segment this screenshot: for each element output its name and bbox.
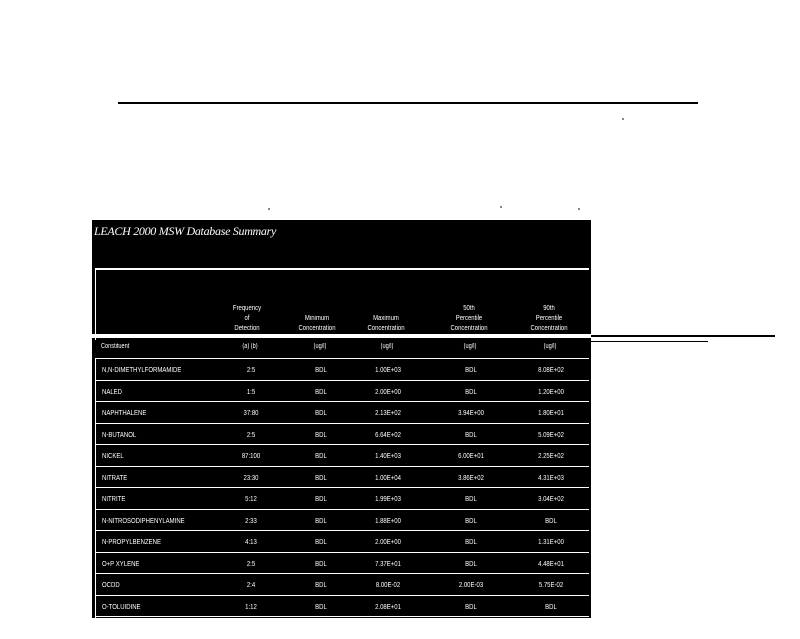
right-rule — [590, 335, 775, 337]
table-row — [95, 510, 589, 532]
p90-cell: 8.82E+01 — [538, 623, 564, 632]
header-text: Percentile — [455, 315, 483, 322]
minimum-cell: BDL — [315, 537, 327, 546]
minimum-cell: BDL — [315, 515, 327, 525]
p90-cell: BDL — [545, 601, 557, 611]
table-row — [95, 531, 589, 553]
top-rule — [118, 102, 698, 104]
header-text: Maximum — [373, 315, 399, 322]
frequency-cell: 2:5 — [246, 365, 256, 374]
p90-cell: 1.31E+00 — [538, 537, 564, 546]
p90-cell: 8.08E+02 — [538, 365, 564, 374]
unit-label: (ug/l) — [463, 343, 477, 350]
table-row — [95, 574, 589, 596]
minimum-cell: BDL — [315, 472, 327, 482]
p50-cell: BDL — [465, 515, 477, 525]
p90-cell: 5.75E-02 — [538, 580, 564, 589]
table-row — [95, 553, 589, 575]
constituent-cell: O-TOLUIDINE — [102, 601, 141, 611]
header-text: Concentration — [530, 325, 568, 332]
header-text: of — [244, 315, 250, 322]
constituent-cell: NITRITE — [102, 494, 126, 503]
scan-speck — [578, 208, 580, 210]
constituent-cell: O+P XYLENE — [102, 558, 140, 568]
header-text: Concentration — [298, 325, 336, 332]
frequency-cell: 29:34 — [243, 623, 259, 632]
constituent-cell: N,N-DIMETHYLFORMAMIDE — [102, 365, 182, 374]
frequency-cell: 37:80 — [243, 408, 259, 417]
unit-label: (ug/l) — [380, 343, 394, 350]
minimum-cell: BDL — [315, 558, 327, 568]
right-rule-secondary — [590, 341, 708, 342]
constituent-cell: N-NITROSODIPHENYLAMINE — [102, 515, 185, 525]
minimum-cell: BDL — [315, 408, 327, 417]
header-text: Percentile — [535, 315, 563, 322]
table-title: LEACH 2000 MSW Database Summary — [94, 224, 277, 238]
table-row — [95, 596, 589, 618]
maximum-cell: 1.00E+03 — [375, 365, 401, 374]
minimum-cell: BDL — [315, 365, 327, 374]
scan-speck — [268, 208, 270, 210]
constituent-cell: N-PROPYLBENZENE — [102, 537, 162, 546]
p50-cell: BDL — [465, 537, 477, 546]
maximum-cell: 2.00E+00 — [375, 386, 401, 396]
frequency-cell: 2:5 — [246, 429, 256, 439]
table-row — [95, 358, 589, 381]
maximum-cell: 7.37E+01 — [375, 558, 401, 568]
frequency-cell: 5:12 — [245, 494, 257, 503]
header-50th — [440, 304, 498, 334]
minimum-cell: BDL — [315, 494, 327, 503]
header-text: Frequency — [232, 305, 262, 312]
table-body — [95, 358, 589, 639]
frequency-cell: 2:5 — [246, 558, 256, 568]
maximum-cell: 1.00E+04 — [375, 472, 401, 482]
frequency-cell: 2:4 — [246, 580, 256, 589]
table-row — [95, 617, 589, 639]
constituent-cell: NICKEL — [102, 451, 124, 460]
constituent-cell: NAPHTHALENE — [102, 408, 147, 417]
frequency-cell: 1:12 — [245, 601, 257, 611]
unit-label: Constituent — [101, 343, 130, 350]
table-row — [95, 424, 589, 446]
p90-cell: 1.20E+00 — [538, 386, 564, 396]
maximum-cell: 1.70E+02 — [375, 623, 401, 632]
p50-cell: BDL — [465, 494, 477, 503]
minimum-cell: BDL — [315, 580, 327, 589]
header-text: 90th — [543, 305, 555, 312]
minimum-cell: BDL — [315, 386, 327, 396]
frequency-cell: 2:33 — [245, 515, 257, 525]
constituent-cell: O-XYLENE — [102, 623, 133, 632]
p90-cell: 1.80E+01 — [538, 408, 564, 417]
p50-cell: BDL — [465, 429, 477, 439]
header-maximum — [358, 314, 414, 334]
frequency-cell: 1:5 — [246, 386, 256, 396]
p50-cell: BDL — [465, 601, 477, 611]
header-text: 50th — [463, 305, 475, 312]
maximum-cell: 1.99E+03 — [375, 494, 401, 503]
p90-cell: 4.48E+01 — [538, 558, 564, 568]
unit-label: (a) (b) — [242, 343, 258, 350]
p50-cell: 1.60E+01 — [458, 623, 484, 632]
p50-cell: 3.86E+02 — [458, 472, 484, 482]
header-90th — [520, 304, 578, 334]
p90-cell: BDL — [545, 515, 557, 525]
frequency-cell: 4:13 — [245, 537, 257, 546]
p90-cell: 3.04E+02 — [538, 494, 564, 503]
unit-label: (ug/l) — [313, 343, 327, 350]
maximum-cell: 1.40E+03 — [375, 451, 401, 460]
maximum-cell: 8.00E-02 — [375, 580, 401, 589]
p50-cell: BDL — [465, 365, 477, 374]
header-text: Concentration — [367, 325, 405, 332]
table-row — [95, 445, 589, 467]
p50-cell: 2.00E-03 — [458, 580, 484, 589]
minimum-cell: BDL — [315, 623, 327, 632]
header-frequency — [222, 304, 273, 334]
constituent-cell: OCDD — [102, 580, 120, 589]
scan-speck — [500, 206, 502, 208]
minimum-cell: BDL — [315, 429, 327, 439]
table-row — [95, 488, 589, 510]
maximum-cell: 2.13E+02 — [375, 408, 401, 417]
header-text: Concentration — [450, 325, 488, 332]
p90-cell: 4.31E+03 — [538, 472, 564, 482]
table-row — [95, 381, 589, 403]
p50-cell: 6.00E+01 — [458, 451, 484, 460]
maximum-cell: 2.00E+00 — [375, 537, 401, 546]
header-minimum — [292, 314, 343, 334]
p50-cell: BDL — [465, 558, 477, 568]
table-row — [95, 402, 589, 424]
constituent-cell: NITRATE — [102, 472, 128, 482]
p90-cell: 2.25E+02 — [538, 451, 564, 460]
data-table-sheet — [92, 220, 591, 632]
p50-cell: BDL — [465, 386, 477, 396]
table-header — [95, 268, 589, 340]
p90-cell: 5.09E+02 — [538, 429, 564, 439]
table-row — [95, 467, 589, 489]
constituent-cell: N-BUTANOL — [102, 429, 137, 439]
minimum-cell: BDL — [315, 601, 327, 611]
units-row — [95, 338, 589, 354]
p50-cell: 3.94E+00 — [458, 408, 484, 417]
maximum-cell: 6.64E+02 — [375, 429, 401, 439]
maximum-cell: 2.08E+01 — [375, 601, 401, 611]
unit-label: (ug/l) — [543, 343, 557, 350]
scan-speck — [622, 118, 624, 120]
header-text: Minimum — [304, 315, 330, 322]
maximum-cell: 1.88E+00 — [375, 515, 401, 525]
minimum-cell: BDL — [315, 451, 327, 460]
constituent-cell: NALED — [102, 386, 123, 396]
frequency-cell: 23:30 — [243, 472, 259, 482]
frequency-cell: 87:100 — [241, 451, 261, 460]
header-text: Detection — [234, 325, 260, 332]
